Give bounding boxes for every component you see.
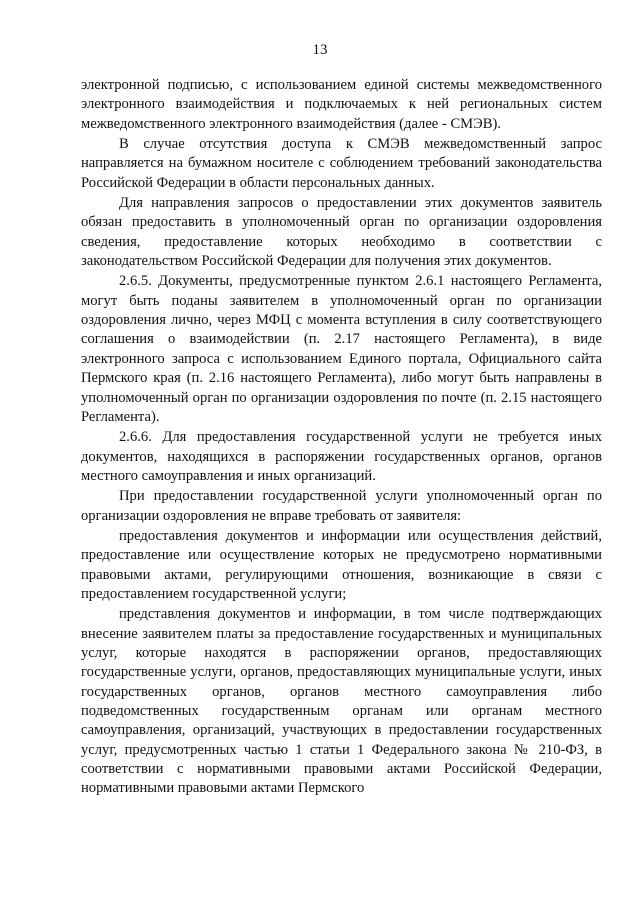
paragraph: При предоставлении государственной услуги уполномоченный орган по организации оздоровления не вправе требовать от заявителя: [81, 488, 602, 524]
document-body [81, 76, 602, 800]
paragraph: электронной подписью, с использованием единой системы межведомственного электронного взаимодействия и подключаемых к ней региональных систем межведомственного электронного взаимодействия (далее - СМЭВ). [81, 77, 602, 132]
paragraph: Для направления запросов о предоставлении этих документов заявитель обязан предоставить в уполномоченный орган по организации оздоровления сведения, предоставление которых необходимо в соответствии с законодательством Российской Федерации для получения этих документов. [81, 195, 602, 270]
paragraph: 2.6.5. Документы, предусмотренные пунктом 2.6.1 настоящего Регламента, могут быть поданы заявителем в уполномоченный орган по организации оздоровления лично, через МФЦ с момента вступления в силу соответствующего соглашения о взаимодействии (п. 2.17 настоящего Регламента), в виде электронного запроса с использованием Единого портала, Официального сайта Пермского края (п. 2.16 настоящего Регламента), либо могут быть направлены в уполномоченный орган по организации оздоровления по почте (п. 2.15 настоящего Регламента). [81, 273, 602, 425]
paragraph: предоставления документов и информации или осуществления действий, предоставление или осуществление которых не предусмотрено нормативными правовыми актами, регулирующими отношения, возникающие в связи с предоставлением государственной услуги; [81, 527, 602, 602]
page-number: 13 [312, 42, 328, 58]
paragraph: представления документов и информации, в том числе подтверждающих внесение заявителем платы за предоставление государственных и муниципальных услуг, которые находятся в распоряжении органов, предоставляющих государственные услуги, органов, предоставляющих муниципальные услуги, иных государственных органов, органов местного самоуправления либо подведомственных государственным органам или органам местного самоуправления, организаций, участвующих в предоставлении государственных услуг, предусмотренных частью 1 статьи 1 Федерального закона № 210-ФЗ, в соответствии с нормативными правовыми актами Российской Федерации, нормативными правовыми актами Пермского [81, 606, 602, 797]
paragraph: 2.6.6. Для предоставления государственной услуги не требуется иных документов, находящихся в распоряжении государственных органов, органов местного самоуправления и иных организаций. [81, 429, 602, 484]
paragraph: В случае отсутствия доступа к СМЭВ межведомственный запрос направляется на бумажном носителе с соблюдением требований законодательства Российской Федерации в области персональных данных. [81, 136, 602, 191]
